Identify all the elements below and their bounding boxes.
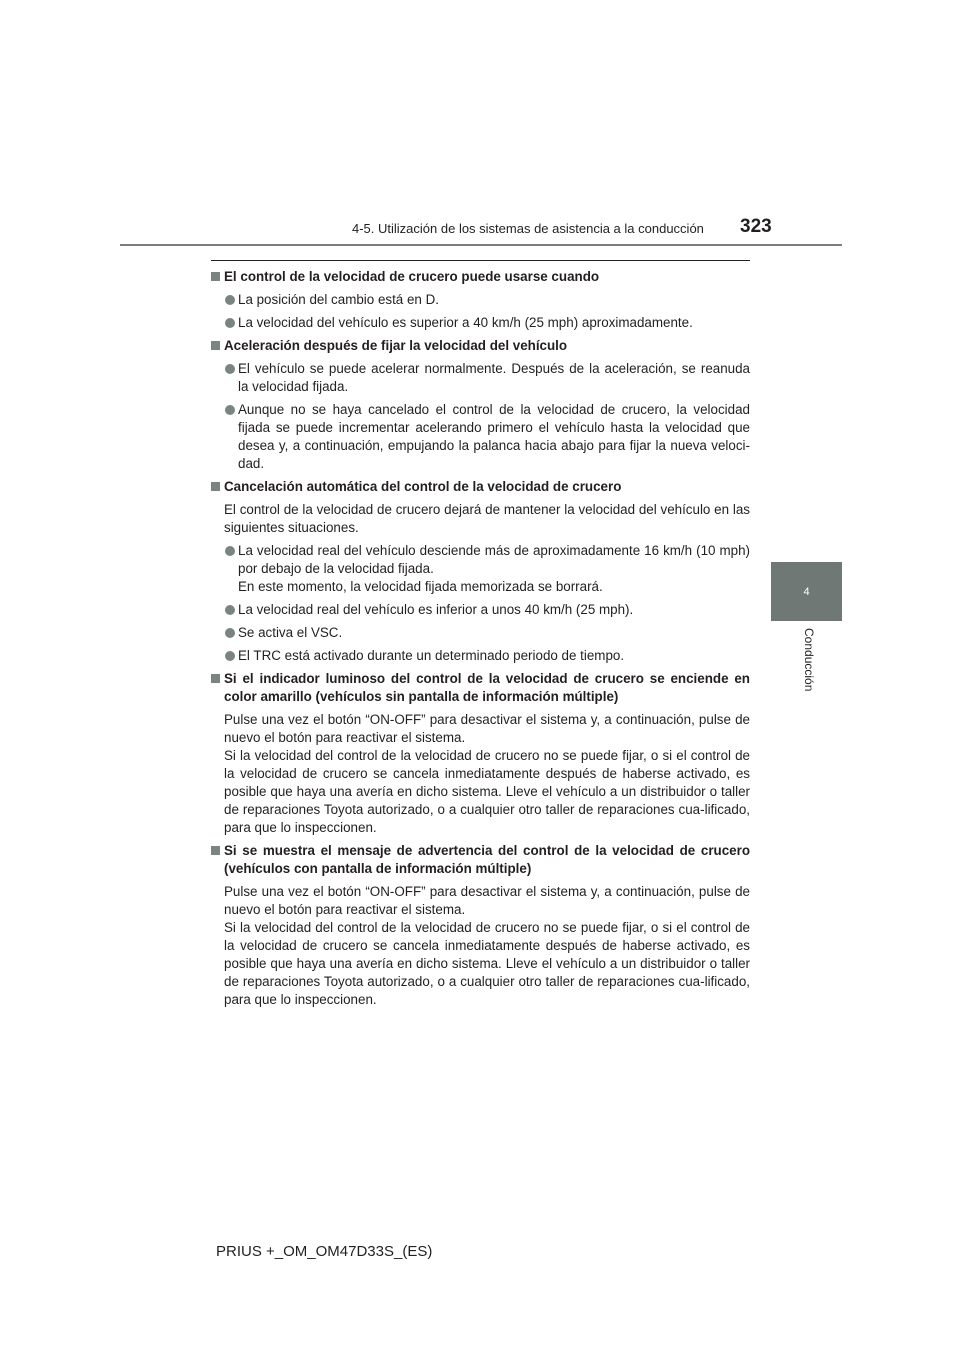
circle-bullet-icon — [225, 628, 235, 638]
circle-bullet-icon — [225, 405, 235, 415]
paragraph-line: Si la velocidad del control de la velocidad de crucero no se puede fijar, o si el control de la velocidad de crucero se cancela inmediatamente después de haberse activado, es posible que haya una avería en dicho sistema. Lleve el vehículo a un distribuidor o taller de reparaciones Toyota autorizado, o a cualquier otro taller de reparaciones cua-lificado, para que lo inspeccionen. — [224, 920, 750, 1007]
list-item — [211, 647, 750, 665]
circle-bullet-icon — [225, 364, 235, 374]
section-header-title: 4-5. Utilización de los sistemas de asistencia a la conducción — [352, 221, 704, 236]
content-divider — [211, 260, 750, 261]
document-code: PRIUS +_OM_OM47D33S_(ES) — [216, 1243, 433, 1260]
list-item — [211, 542, 750, 596]
list-item-text: El TRC está activado durante un determinado periodo de tiempo. — [238, 648, 625, 663]
circle-bullet-icon — [225, 651, 235, 661]
section-heading — [211, 478, 750, 496]
list-item-text: Se activa el VSC. — [238, 625, 343, 640]
square-bullet-icon — [211, 341, 220, 350]
list-item-text: La velocidad del vehículo es superior a 40 km/h (25 mph) aproximadamente. — [238, 315, 693, 330]
section-heading — [211, 670, 750, 706]
circle-bullet-icon — [225, 295, 235, 305]
section-heading — [211, 268, 750, 286]
paragraph-line: Pulse una vez el botón “ON-OFF” para desactivar el sistema y, a continuación, pulse de nuevo el botón para reactivar el sistema. — [224, 884, 750, 917]
circle-bullet-icon — [225, 605, 235, 615]
circle-bullet-icon — [225, 546, 235, 556]
square-bullet-icon — [211, 674, 220, 683]
list-item — [211, 291, 750, 309]
paragraph-line: Si la velocidad del control de la velocidad de crucero no se puede fijar, o si el control de la velocidad de crucero se cancela inmediatamente después de haberse activado, es posible que haya una avería en dicho sistema. Lleve el vehículo a un distribuidor o taller de reparaciones Toyota autorizado, o a cualquier otro taller de reparaciones cua-lificado, para que lo inspeccionen. — [224, 748, 750, 835]
section-heading-text: El control de la velocidad de crucero puede usarse cuando — [224, 269, 600, 284]
list-item — [211, 624, 750, 642]
square-bullet-icon — [211, 272, 220, 281]
list-item — [211, 314, 750, 332]
paragraph-line: Pulse una vez el botón “ON-OFF” para desactivar el sistema y, a continuación, pulse de nuevo el botón para reactivar el sistema. — [224, 712, 750, 745]
list-item-note: En este momento, la velocidad fijada memorizada se borrará. — [238, 579, 603, 594]
list-item — [211, 360, 750, 396]
list-item-text: La velocidad real del vehículo es inferior a unos 40 km/h (25 mph). — [238, 602, 634, 617]
list-item-text: El vehículo se puede acelerar normalmente. Después de la aceleración, se reanuda la velocidad fijada. — [238, 361, 750, 394]
list-item-text: Aunque no se haya cancelado el control de la velocidad de crucero, la velocidad fijada se puede incrementar acelerando primero el vehículo hasta la velocidad que desea y, a continuación, empujando la palanca hacia abajo para fijar la nueva veloci-dad. — [238, 402, 750, 471]
chapter-number: 4 — [803, 586, 810, 598]
section-paragraph — [211, 711, 750, 837]
list-item-text: La posición del cambio está en D. — [238, 292, 439, 307]
section-heading-text: Aceleración después de fijar la velocidad del vehículo — [224, 338, 568, 353]
square-bullet-icon — [211, 482, 220, 491]
section-heading-text: Si el indicador luminoso del control de la velocidad de crucero se enciende en color amarillo (vehículos sin pantalla de información múltiple) — [224, 671, 750, 704]
header-divider — [120, 244, 842, 246]
circle-bullet-icon — [225, 318, 235, 328]
section-intro: El control de la velocidad de crucero dejará de mantener la velocidad del vehículo en las siguientes situaciones. — [224, 502, 750, 535]
page-number: 323 — [740, 216, 772, 237]
section-heading-text: Si se muestra el mensaje de advertencia del control de la velocidad de crucero (vehículos con pantalla de información múltiple) — [224, 843, 750, 876]
section-heading-text: Cancelación automática del control de la velocidad de crucero — [224, 479, 622, 494]
section-heading — [211, 337, 750, 355]
section-paragraph — [211, 883, 750, 1009]
chapter-label: Conducción — [802, 628, 816, 692]
section-heading — [211, 842, 750, 878]
list-item — [211, 601, 750, 619]
list-item-text: La velocidad real del vehículo desciende más de aproximadamente 16 km/h (10 mph) por debajo de la velocidad fijada. — [238, 543, 750, 576]
square-bullet-icon — [211, 846, 220, 855]
list-item — [211, 401, 750, 473]
chapter-tab — [771, 562, 842, 621]
page-content — [211, 268, 750, 1009]
